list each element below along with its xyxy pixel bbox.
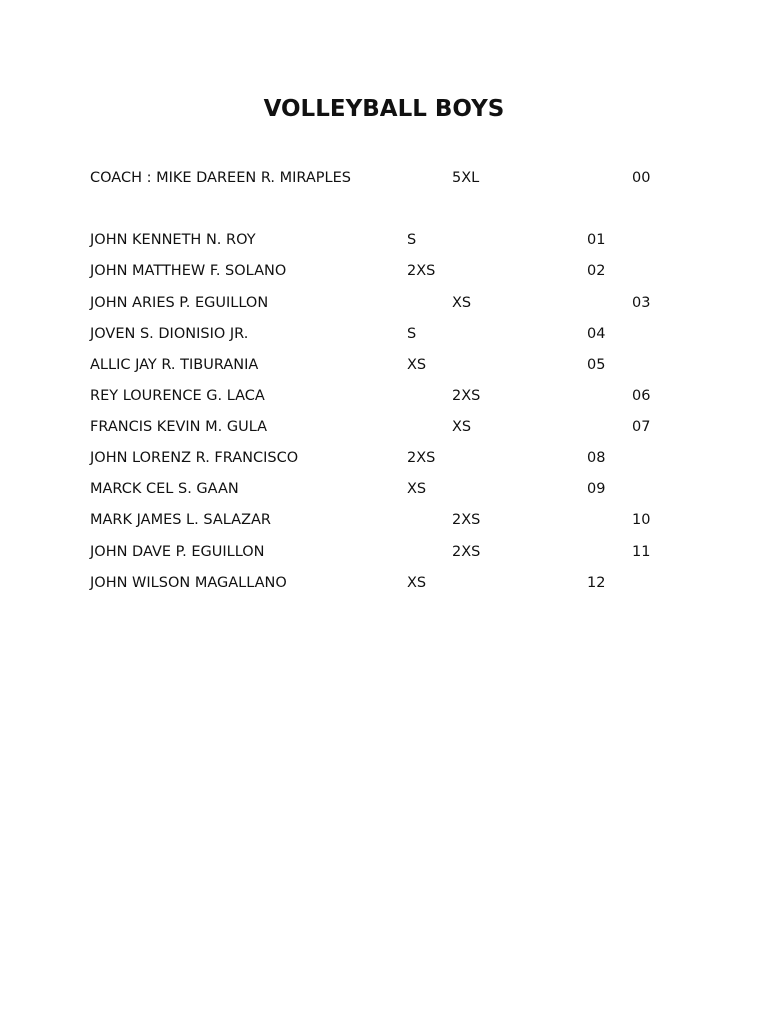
player-name: JOHN ARIES P. EGUILLON (90, 295, 269, 311)
player-row (0, 385, 768, 407)
player-row (0, 541, 768, 563)
player-size: 2XS (407, 450, 436, 466)
player-number: 10 (632, 512, 651, 528)
player-name: MARCK CEL S. GAAN (90, 481, 239, 497)
player-row (0, 478, 768, 500)
player-number: 03 (632, 295, 651, 311)
player-number: 09 (587, 481, 606, 497)
player-size: XS (452, 419, 472, 435)
coach-size: 5XL (452, 170, 480, 186)
player-size: XS (452, 295, 472, 311)
player-row (0, 354, 768, 376)
player-size: XS (407, 575, 427, 591)
page-title: VOLLEYBALL BOYS (263, 96, 505, 122)
player-row (0, 323, 768, 345)
player-name: REY LOURENCE G. LACA (90, 388, 265, 404)
player-name: JOHN MATTHEW F. SOLANO (90, 263, 287, 279)
player-number: 08 (587, 450, 606, 466)
player-size: 2XS (407, 263, 436, 279)
player-size: S (407, 326, 417, 342)
player-name: MARK JAMES L. SALAZAR (90, 512, 271, 528)
player-row (0, 572, 768, 594)
player-size: S (407, 232, 417, 248)
player-row (0, 229, 768, 251)
player-size: 2XS (452, 388, 481, 404)
player-row (0, 416, 768, 438)
coach-label: COACH : MIKE DAREEN R. MIRAPLES (90, 170, 351, 186)
player-size: 2XS (452, 512, 481, 528)
player-row (0, 509, 768, 531)
coach-number: 00 (632, 170, 651, 186)
player-name: FRANCIS KEVIN M. GULA (90, 419, 268, 435)
player-name: JOHN LORENZ R. FRANCISCO (90, 450, 299, 466)
player-number: 04 (587, 326, 606, 342)
player-size: XS (407, 481, 427, 497)
player-number: 01 (587, 232, 606, 248)
player-name: ALLIC JAY R. TIBURANIA (90, 357, 259, 373)
player-number: 07 (632, 419, 651, 435)
player-row (0, 260, 768, 282)
player-row (0, 447, 768, 469)
player-name: JOVEN S. DIONISIO JR. (90, 326, 249, 342)
player-name: JOHN WILSON MAGALLANO (90, 575, 287, 591)
coach-row (0, 167, 768, 189)
player-number: 11 (632, 544, 651, 560)
player-number: 05 (587, 357, 606, 373)
player-size: 2XS (452, 544, 481, 560)
player-number: 12 (587, 575, 606, 591)
player-row (0, 292, 768, 314)
player-size: XS (407, 357, 427, 373)
player-name: JOHN DAVE P. EGUILLON (90, 544, 265, 560)
player-number: 06 (632, 388, 651, 404)
player-name: JOHN KENNETH N. ROY (90, 232, 256, 248)
player-number: 02 (587, 263, 606, 279)
